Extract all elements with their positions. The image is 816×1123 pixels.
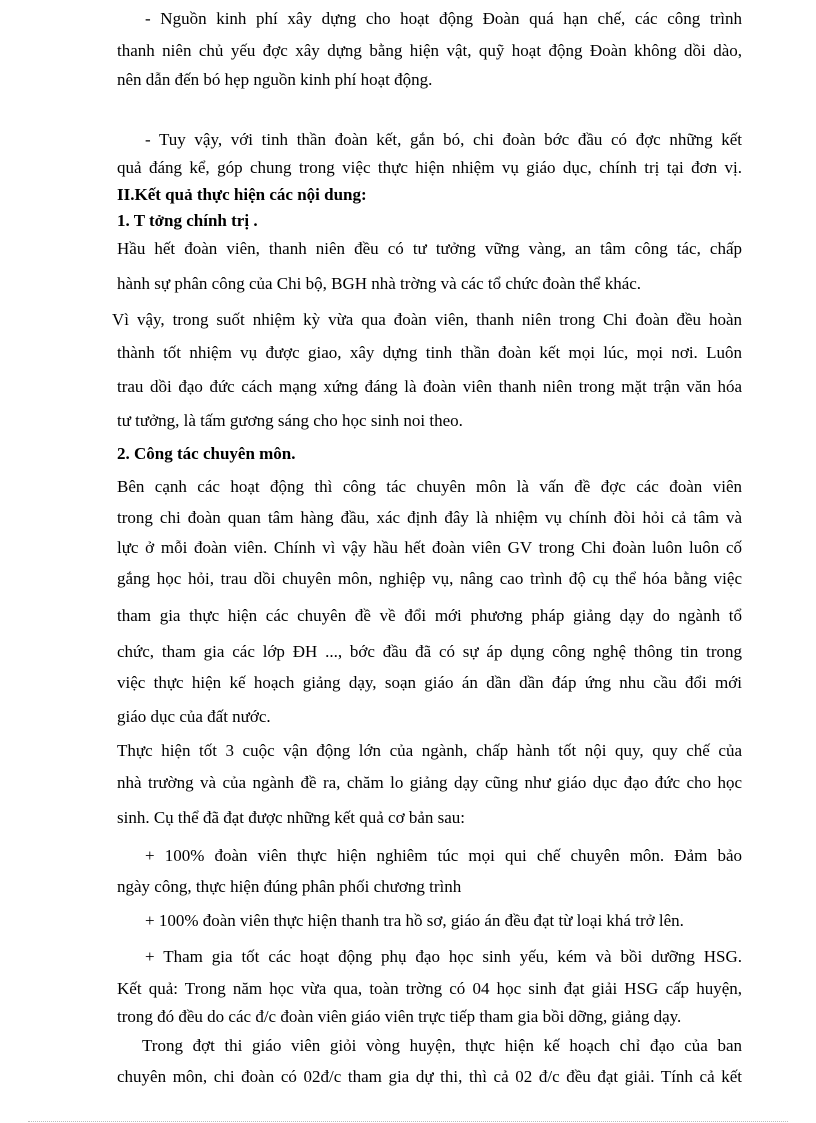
paragraph-line: Trong đợt thi giáo viên giỏi vòng huyện, thực hiện kế hoạch chỉ đạo của ban xyxy=(142,1036,742,1055)
paragraph-line: chuyên môn, chi đoàn có 02đ/c tham gia dự thi, thì cả 02 đ/c đều đạt giải. Tính cả kết xyxy=(117,1067,742,1086)
paragraph-line: giáo dục của đất nước. xyxy=(117,707,271,726)
paragraph-line: - Nguồn kinh phí xây dựng cho hoạt động Đoàn quá hạn chế, các công trình xyxy=(145,9,742,28)
subsection-heading: 1. T tởng chính trị . xyxy=(117,211,258,230)
page-bottom-divider xyxy=(28,1121,788,1122)
paragraph-line: Bên cạnh các hoạt động thì công tác chuyên môn là vấn đề đợc các đoàn viên xyxy=(117,477,742,496)
subsection-heading: 2. Công tác chuyên môn. xyxy=(117,444,296,463)
list-item: + 100% đoàn viên thực hiện nghiêm túc mọi qui chế chuyên môn. Đảm bảo xyxy=(145,846,742,865)
paragraph-line: Thực hiện tốt 3 cuộc vận động lớn của ngành, chấp hành tốt nội quy, quy chế của xyxy=(117,741,742,760)
paragraph-line: tư tưởng, là tấm gương sáng cho học sinh noi theo. xyxy=(117,411,463,430)
list-item: + Tham gia tốt các hoạt động phụ đạo học sinh yếu, kém và bồi dưỡng HSG. xyxy=(145,947,742,966)
paragraph-line: trong chi đoàn quan tâm hàng đầu, xác định đây là nhiệm vụ chính đòi hỏi cả tâm và xyxy=(117,508,742,527)
paragraph-line: Kết quả: Trong năm học vừa qua, toàn trờng có 04 học sinh đạt giải HSG cấp huyện, xyxy=(117,979,742,998)
list-item: + 100% đoàn viên thực hiện thanh tra hồ sơ, giáo án đều đạt từ loại khá trở lên. xyxy=(145,911,684,930)
paragraph-line: Vì vậy, trong suốt nhiệm kỳ vừa qua đoàn viên, thanh niên trong Chi đoàn đều hoàn xyxy=(112,310,742,329)
paragraph-line: quả đáng kể, góp chung trong việc thực hiện nhiệm vụ giáo dục, chính trị tại đơn vị. xyxy=(117,158,742,177)
paragraph-line: thanh niên chủ yếu đợc xây dựng bằng hiện vật, quỹ hoạt động Đoàn không dồi dào, xyxy=(117,41,742,60)
paragraph-line: tham gia thực hiện các chuyên đề về đổi mới phương pháp giảng dạy do ngành tổ xyxy=(117,606,742,625)
paragraph-line: chức, tham gia các lớp ĐH ..., bớc đầu đã có sự áp dụng công nghệ thông tin trong xyxy=(117,642,742,661)
paragraph-line: nhà trường và của ngành đề ra, chăm lo giảng dạy cũng như giáo dục đạo đức cho học xyxy=(117,773,742,792)
paragraph-line: việc thực hiện kế hoạch giảng dạy, soạn giáo án dần dần đáp ứng nhu cầu đổi mới xyxy=(117,673,742,692)
paragraph-line: trong đó đều do các đ/c đoàn viên giáo viên trực tiếp tham gia bồi dỡng, giảng dạy. xyxy=(117,1007,682,1026)
paragraph-line: hành sự phân công của Chi bộ, BGH nhà trờng và các tổ chức đoàn thể khác. xyxy=(117,274,642,293)
paragraph-line: - Tuy vậy, với tinh thần đoàn kết, gắn bó, chi đoàn bớc đầu có đợc những kết xyxy=(145,130,742,149)
paragraph-line: trau dồi đạo đức cách mạng xứng đáng là đoàn viên thanh niên trong mặt trận văn hóa xyxy=(117,377,742,396)
paragraph-line: nên dẫn đến bó hẹp nguồn kinh phí hoạt động. xyxy=(117,70,433,89)
section-heading: II.Kết quả thực hiện các nội dung: xyxy=(117,185,367,204)
paragraph-line: Hầu hết đoàn viên, thanh niên đều có tư tưởng vững vàng, an tâm công tác, chấp xyxy=(117,239,742,258)
paragraph-line: thành tốt nhiệm vụ được giao, xây dựng tinh thần đoàn kết mọi lúc, mọi nơi. Luôn xyxy=(117,343,742,362)
paragraph-line: gắng học hỏi, trau dồi chuyên môn, nghiệp vụ, nâng cao trình độ cụ thể hóa bằng việc xyxy=(117,569,742,588)
paragraph-line: lực ở mỗi đoàn viên. Chính vì vậy hầu hết đoàn viên GV trong Chi đoàn luôn luôn cố xyxy=(117,538,742,557)
paragraph-line: ngày công, thực hiện đúng phân phối chương trình xyxy=(117,877,462,896)
paragraph-line: sinh. Cụ thể đã đạt được những kết quả cơ bản sau: xyxy=(117,808,466,827)
